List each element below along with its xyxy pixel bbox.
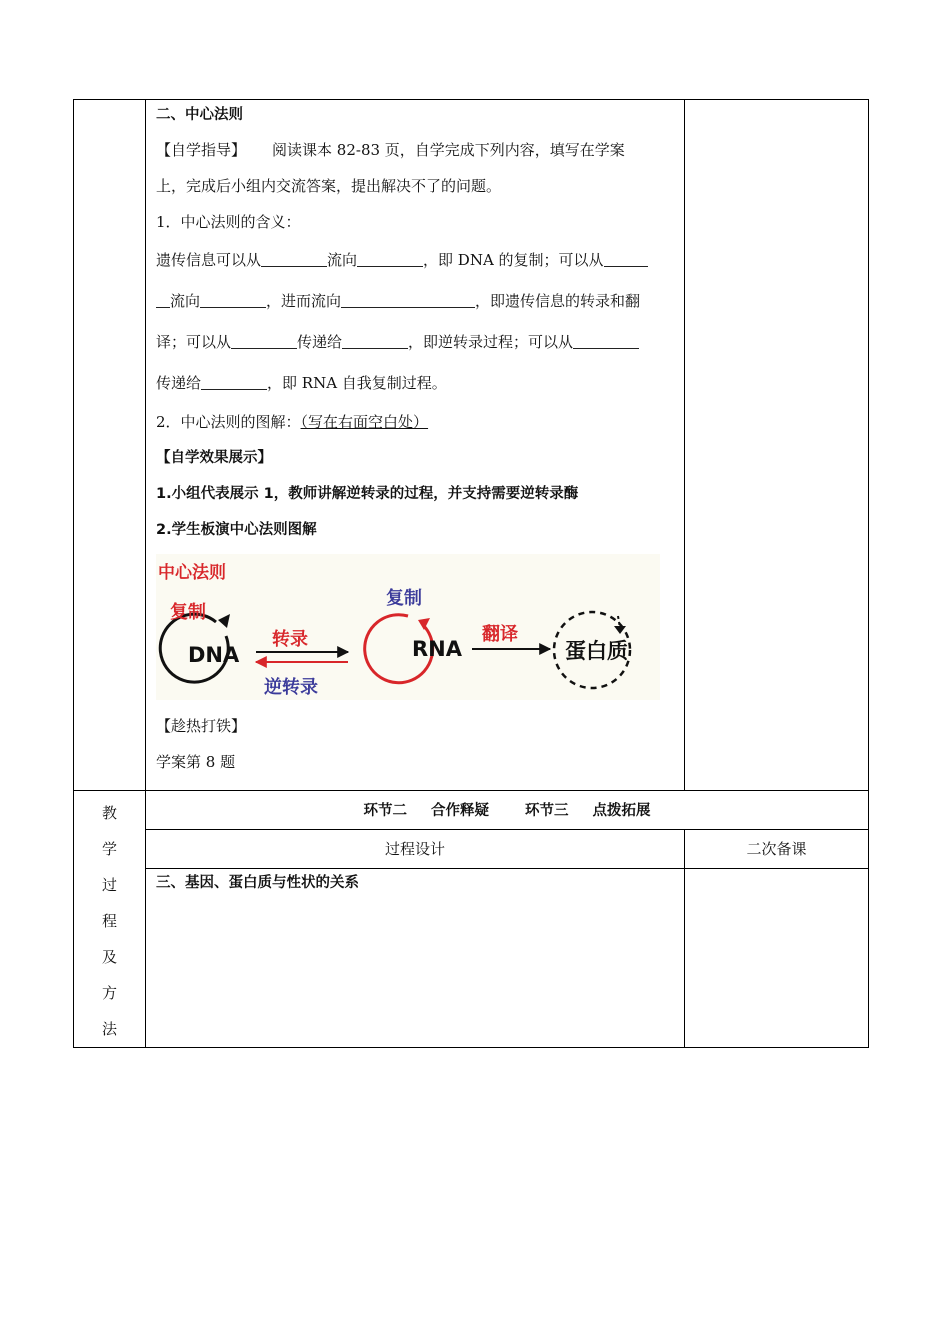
blank[interactable]: [261, 250, 327, 267]
guide-label: 【自学指导】: [156, 141, 247, 159]
fill-line-4: [156, 363, 675, 404]
guide-line-1: [156, 132, 675, 168]
blank[interactable]: [200, 291, 266, 308]
item1-title: 1．中心法则的含义：: [156, 213, 301, 231]
dna-loop-arrowhead-icon: [218, 614, 230, 628]
side-char: 学: [101, 840, 117, 858]
fill-text: ，即逆转录过程；可以从: [408, 333, 574, 351]
item2-title: 2．中心法则的图解：: [156, 413, 301, 431]
show-item-2: 2.学生板演中心法则图解: [156, 522, 317, 538]
central-dogma-diagram: [156, 554, 660, 700]
stage-b: 合作释疑: [431, 803, 489, 820]
dna-label: DNA: [188, 643, 240, 667]
transcription-label: 转录: [272, 629, 308, 650]
item2-line: [156, 404, 675, 440]
rna-loop-arrowhead-icon: [418, 618, 430, 630]
practice-label: 【趁热打铁】: [156, 717, 247, 735]
guide-text-2: 上，完成后小组内交流答案，提出解决不了的问题。: [156, 177, 502, 195]
fill-text: 流向: [327, 251, 358, 269]
fill-line-2: [156, 281, 675, 322]
side-char: 方: [101, 984, 117, 1002]
stage-a: 环节二: [363, 803, 407, 820]
side-char: 及: [101, 948, 117, 966]
fill-text: 传递给: [156, 374, 202, 392]
blank[interactable]: [156, 291, 170, 308]
fill-text: 流向: [170, 292, 201, 310]
prep-header: 二次备课: [685, 829, 869, 868]
rna-replication-label: 复制: [386, 588, 422, 609]
side-char: 法: [101, 1020, 117, 1038]
fill-text: 传递给: [297, 333, 343, 351]
reverse-transcription-label: 逆转录: [264, 677, 318, 698]
section2-heading: 二、中心法则: [156, 107, 243, 123]
fill-line-1: [156, 240, 675, 281]
lesson-plan-table: [73, 99, 869, 1048]
side-char: 教: [101, 804, 117, 822]
left-empty-cell: [74, 100, 146, 791]
translation-label: 翻译: [482, 624, 518, 645]
blank[interactable]: [341, 291, 475, 308]
prep-empty-cell-2: [685, 868, 869, 1048]
fill-text: 遗传信息可以从: [156, 251, 262, 269]
protein-label: 蛋白质: [565, 639, 628, 663]
blank[interactable]: [604, 250, 648, 267]
section2-content-cell: [146, 100, 685, 791]
section3-content-cell: [146, 868, 685, 1048]
side-label-cell: [74, 791, 146, 1048]
fill-text: ，进而流向: [266, 292, 342, 310]
blank[interactable]: [231, 332, 297, 349]
fill-line-3: [156, 322, 675, 363]
side-char: 过: [101, 876, 117, 894]
stage-row: [146, 791, 869, 830]
dna-replication-label: 复制: [170, 602, 206, 623]
stage-c: 环节三: [525, 803, 569, 820]
side-char: 程: [101, 912, 117, 930]
stage-d: 点拨拓展: [592, 803, 651, 820]
section3-heading: 三、基因、蛋白质与性状的关系: [156, 874, 359, 891]
blank[interactable]: [342, 332, 408, 349]
rna-label: RNA: [412, 637, 462, 661]
show-item-1: 1.小组代表展示 1，教师讲解逆转录的过程，并支持需要逆转录酶: [156, 486, 579, 502]
blank[interactable]: [201, 373, 267, 390]
diagram-title: 中心法则: [158, 563, 226, 583]
fill-text: ，即遗传信息的转录和翻: [475, 292, 641, 310]
item2-note: （写在右面空白处）: [300, 413, 429, 431]
blank[interactable]: [357, 250, 423, 267]
blank[interactable]: [573, 332, 639, 349]
show-label: 【自学效果展示】: [156, 450, 272, 466]
practice-text: 学案第 8 题: [156, 753, 236, 771]
prep-empty-cell-1: [685, 100, 869, 791]
fill-text: ，即 DNA 的复制；可以从: [423, 251, 604, 269]
fill-text: ，即 RNA 自我复制过程。: [267, 374, 447, 392]
fill-text: 译；可以从: [156, 333, 232, 351]
guide-text-1: 阅读课本 82-83 页，自学完成下列内容，填写在学案: [272, 141, 625, 159]
design-header: 过程设计: [146, 829, 685, 868]
protein-arrowhead-icon: [614, 626, 626, 634]
